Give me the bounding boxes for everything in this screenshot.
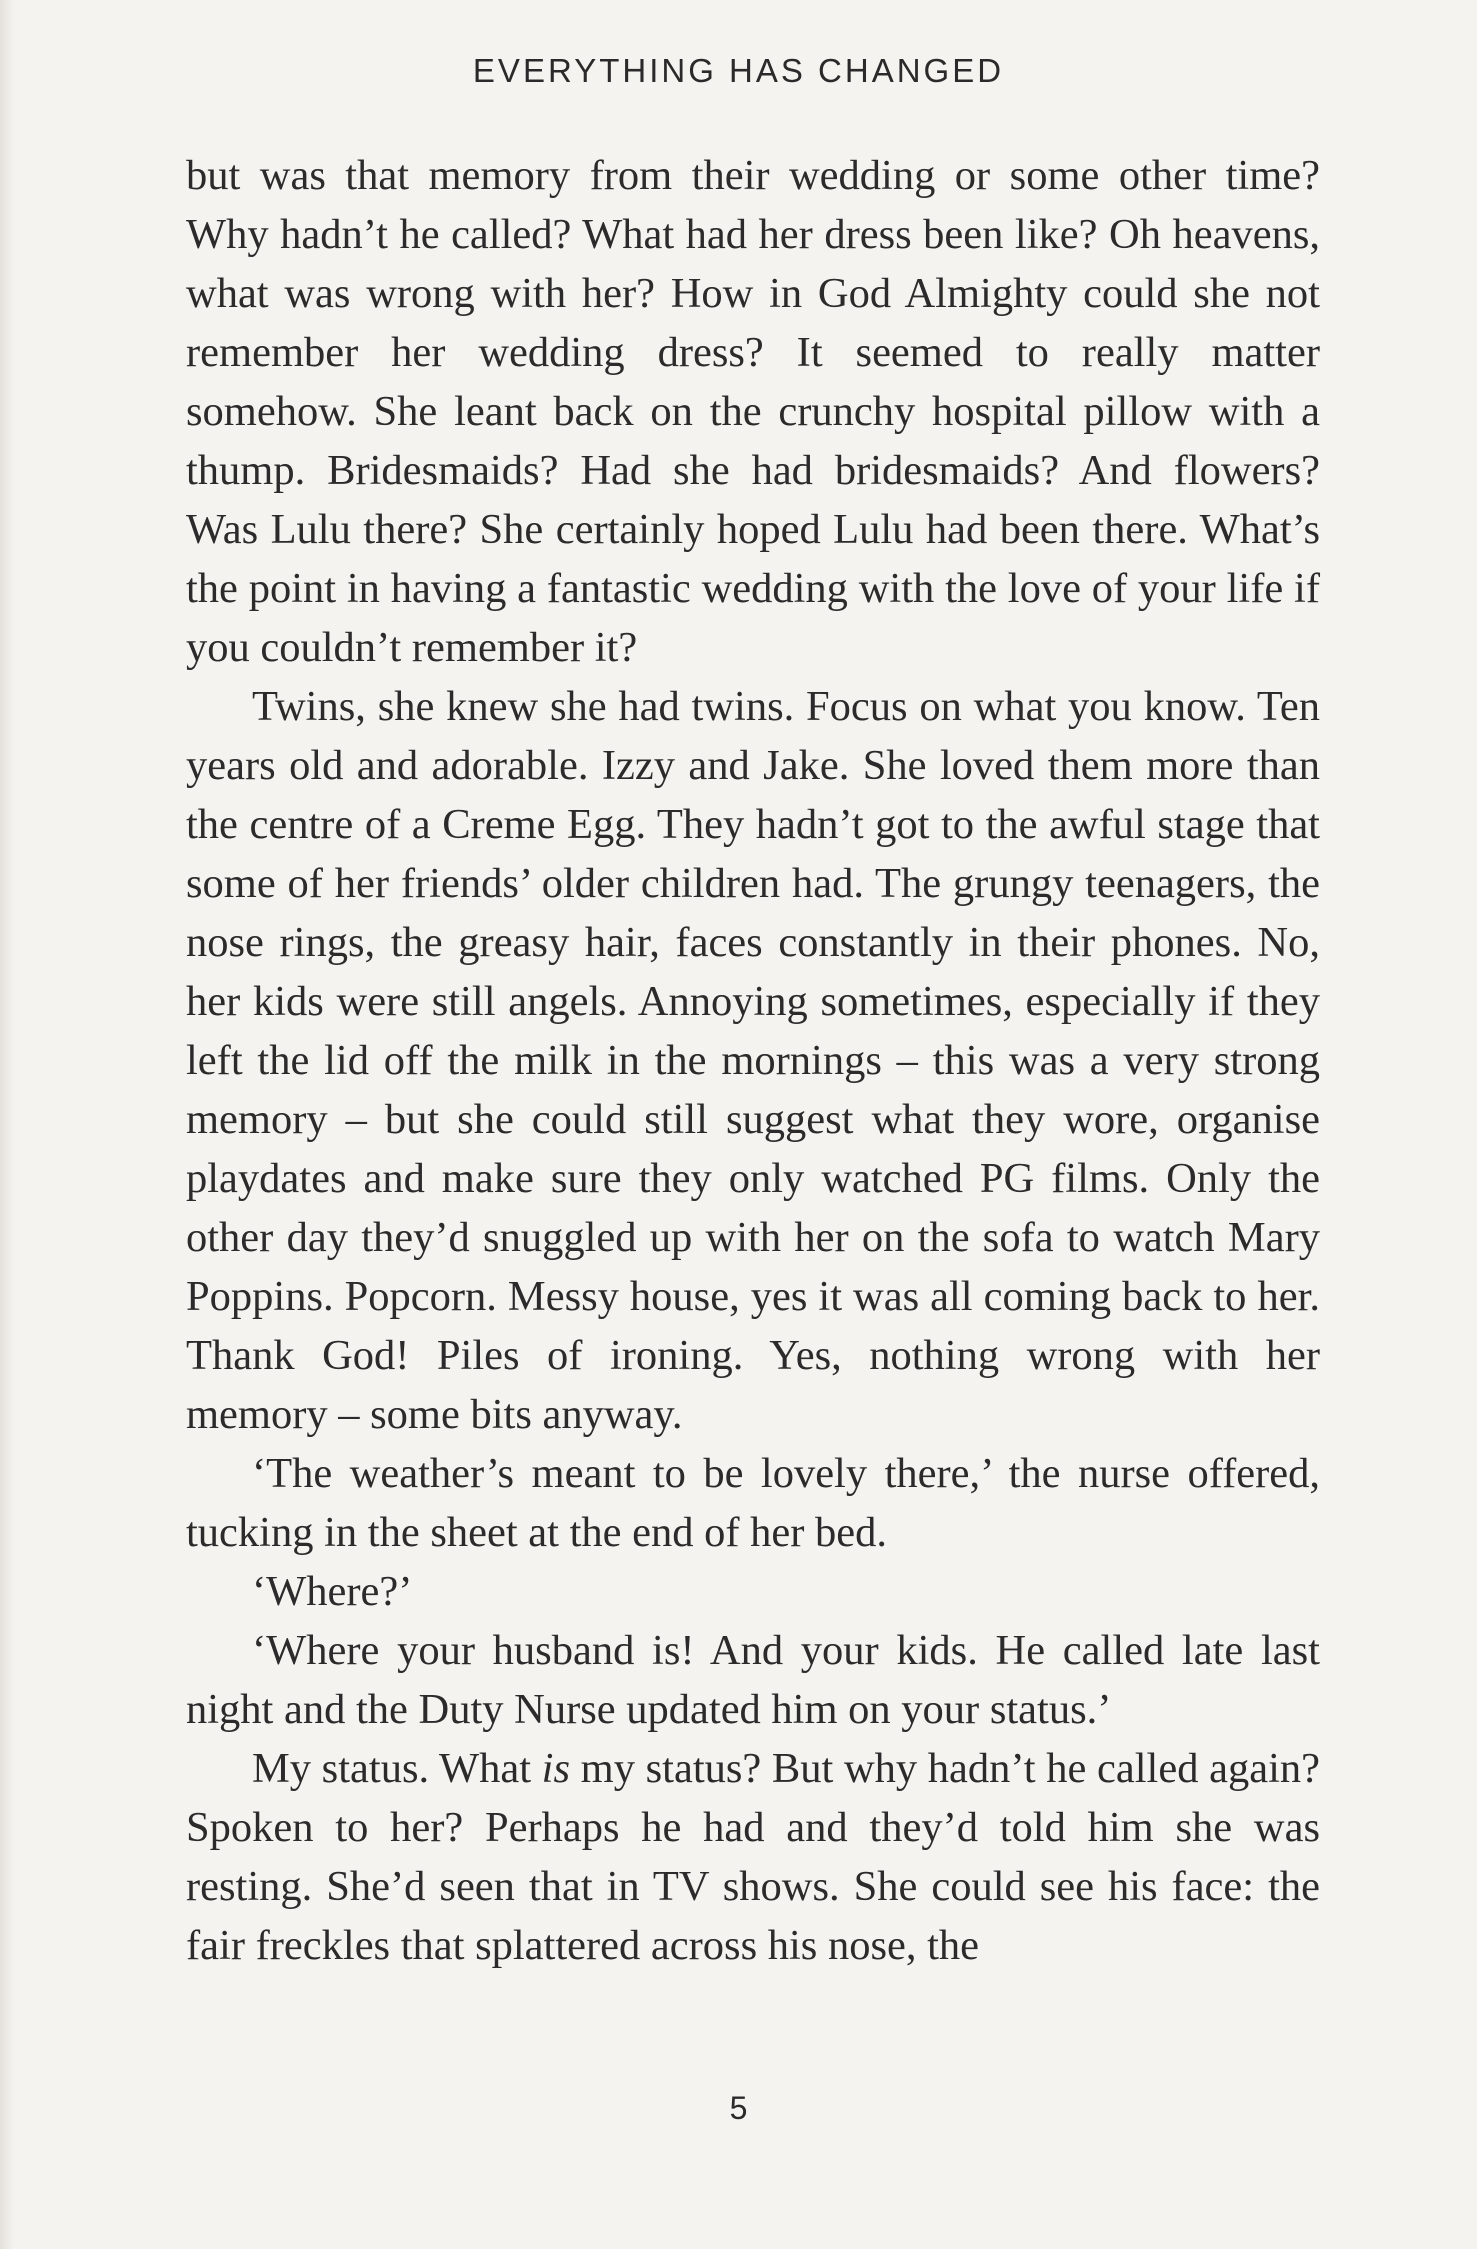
paragraph-5-text: ‘Where your husband is! And your kids. He called late last night and the Duty Nurse updated him on your status.’ xyxy=(186,1627,1320,1733)
gutter-shadow xyxy=(0,0,14,2249)
paragraph-5 xyxy=(186,1621,1320,1739)
paragraph-2 xyxy=(186,677,1320,1444)
paragraph-2-text: Twins, she knew she had twins. Focus on what you know. Ten years old and adorable. Izzy and Jake. She loved them more than the centre of a Creme Egg. They hadn’t got to the awful stage that some of her friends’ older children had. The grungy teenagers, the nose rings, the greasy hair, faces constantly in their phones. No, her kids were still angels. Annoying sometimes, especially if they left the lid off the milk in the mornings – this was a very strong memory – but she could still suggest what they wore, organise playdates and make sure they only watched PG films. Only the other day they’d snuggled up with her on the sofa to watch Mary Poppins. Popcorn. Messy house, yes it was all coming back to her. Thank God! Piles of ironing. Yes, nothing wrong with her memory – some bits anyway. xyxy=(186,683,1320,1438)
paragraph-6-text-start: My status. What xyxy=(252,1745,542,1792)
body-text xyxy=(186,146,1320,1975)
paragraph-1-text: but was that memory from their wedding or some other time? Why hadn’t he called? What had her dress been like? Oh heavens, what was wrong with her? How in God Almighty could she not remember her wedding dress? It seemed to really matter somehow. She leant back on the crunchy hospital pillow with a thump. Bridesmaids? Had she had bridesmaids? And flowers? Was Lulu there? She certainly hoped Lulu had been there. What’s the point in having a fantastic wedding with the love of your life if you couldn’t remember it? xyxy=(186,152,1320,671)
paragraph-6-text-end: my status? But why hadn’t he called again? Spoken to her? Perhaps he had and they’d told him she was resting. She’d seen that in TV shows. She could see his face: the fair freckles that splattered across his nose, the xyxy=(186,1745,1320,1969)
paragraph-3-text: ‘The weather’s meant to be lovely there,’ the nurse offered, tucking in the sheet at the end of her bed. xyxy=(186,1450,1320,1556)
paragraph-4-text: ‘Where?’ xyxy=(252,1568,413,1615)
paragraph-4 xyxy=(186,1562,1320,1621)
running-head: EVERYTHING HAS CHANGED xyxy=(472,52,1005,89)
page-number: 5 xyxy=(729,2090,748,2126)
paragraph-3 xyxy=(186,1444,1320,1562)
paragraph-1 xyxy=(186,146,1320,677)
paragraph-6-emphasis: is xyxy=(541,1745,571,1792)
paragraph-6 xyxy=(186,1739,1320,1975)
